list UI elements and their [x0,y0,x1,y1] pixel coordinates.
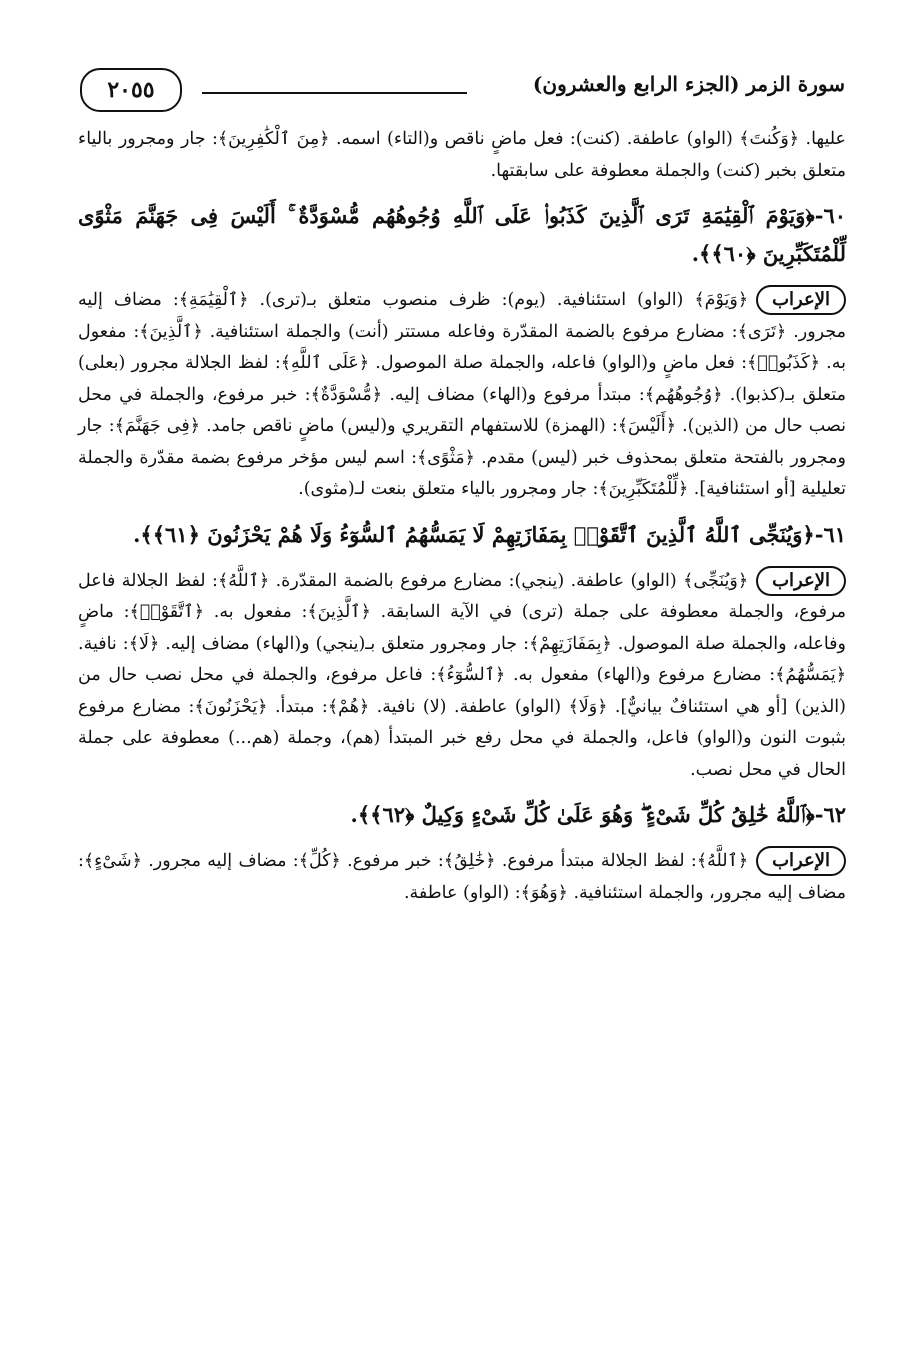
irab-label: الإعراب [756,285,846,315]
irab-text: ﴿ٱللَّهُ﴾: لفظ الجلالة مبتدأ مرفوع. ﴿خَٰلِقُ﴾: خبر مرفوع. ﴿كُلِّ﴾: مضاف إليه مجرور. ﴿شَىْءٍ﴾: مضاف إليه مجرور، والجملة استئنافية. ﴿وَهُوَ﴾: (الواو) عاطفة. [78,851,846,903]
header-rule [202,92,467,94]
irab-paragraph [78,846,846,909]
irab-label: الإعراب [756,846,846,876]
quran-verse: ٦٢-﴿ٱللَّهُ خَٰلِقُ كُلِّ شَىْءٍ ۖ وَهُوَ عَلَىٰ كُلِّ شَىْءٍ وَكِيلٌ ﴿٦٢﴾﴾. [350,802,846,827]
page-body [78,124,846,909]
page-number: ٢٠٥٥ [80,68,182,112]
quran-verse: ٦١-﴿وَيُنَجِّى ٱللَّهُ ٱلَّذِينَ ٱتَّقَوْا۟ بِمَفَازَتِهِمْ لَا يَمَسُّهُمُ ٱلسُّوٓءُ وَلَا هُمْ يَحْزَنُونَ ﴿٦١﴾﴾. [133,521,846,547]
irab-text: ﴿وَيُنَجِّى﴾ (الواو) عاطفة. (ينجي): مضارع مرفوع بالضمة المقدّرة. ﴿ٱللَّهُ﴾: لفظ الجلالة فاعل مرفوع، والجملة معطوفة على جملة (ترى) في الآية السابقة. ﴿ٱلَّذِينَ﴾: مفعول به. ﴿ٱتَّقَوْا۟﴾: ماضٍ وفاعله، والجملة صلة الموصول. ﴿بِمَفَازَتِهِمْ﴾: جار ومجرور متعلق بـ(ينجي) و(الهاء) مضاف إليه. ﴿لَا﴾: نافية. ﴿يَمَسُّهُمُ﴾: مضارع مرفوع و(الهاء) مفعول به. ﴿ٱلسُّوٓءُ﴾: فاعل مرفوع، والجملة في محل نصب حال من (الذين) [أو هي استئنافٌ بيانيٌّ]. ﴿وَلَا﴾ (الواو) عاطفة. (لا) نافية. ﴿هُمْ﴾: مبتدأ. ﴿يَحْزَنُونَ﴾: مضارع مرفوع بثبوت النون و(الواو) فاعل، والجملة في محل رفع خبر المبتدأ (هم)، وجملة (هم...) معطوفة على جملة الحال في محل نصب. [78,570,846,780]
irab-text: ﴿وَيَوْمَ﴾ (الواو) استئنافية. (يوم): ظرف منصوب متعلق بـ(ترى). ﴿ٱلْقِيَٰمَةِ﴾: مضاف إليه مجرور. ﴿تَرَى﴾: مضارع مرفوع بالضمة المقدّرة وفاعله مستتر (أنت) والجملة استئنافية. ﴿ٱلَّذِينَ﴾: مفعول به. ﴿كَذَبُوا۟﴾: فعل ماضٍ و(الواو) فاعله، والجملة صلة الموصول. ﴿عَلَى ٱللَّهِ﴾: لفظ الجلالة مجرور (بعلى) متعلق بـ(كذبوا). ﴿وُجُوهُهُم﴾: مبتدأ مرفوع و(الهاء) مضاف إليه. ﴿مُّسْوَدَّةٌ﴾: خبر مرفوع، والجملة في محل نصب حال من (الذين). ﴿أَلَيْسَ﴾: (الهمزة) للاستفهام التقريري و(ليس) ماضٍ ناقص جامد. ﴿فِى جَهَنَّمَ﴾: جار ومجرور بالفتحة متعلق بمحذوف خبر (ليس) مقدم. ﴿مَثْوًى﴾: اسم ليس مؤخر مرفوع بضمة مقدّرة والجملة تعليلية [أو استئنافية]. ﴿لِّلْمُتَكَبِّرِينَ﴾: جار ومجرور بالياء متعلق بنعت لـ(مثوى). [78,290,846,499]
irab-label: الإعراب [756,566,846,596]
irab-paragraph [78,285,846,506]
quran-verse: ٦٠-﴿وَيَوْمَ ٱلْقِيَٰمَةِ تَرَى ٱلَّذِينَ كَذَبُوا۟ عَلَى ٱللَّهِ وُجُوهُهُم مُّسْوَدَّةٌ ۚ أَلَيْسَ فِى جَهَنَّمَ مَثْوًى لِّلْمُتَكَبِّرِينَ ﴿٦٠﴾﴾. [78,203,846,266]
running-title: سورة الزمر (الجزء الرابع والعشرون) [532,72,845,96]
text-paragraph: عليها. ﴿وَكُنتَ﴾ (الواو) عاطفة. (كنت): فعل ماضٍ ناقص و(التاء) اسمه. ﴿مِنَ ٱلْكَٰفِرِينَ﴾: جار ومجرور بالياء متعلق بخبر (كنت) والجملة معطوفة على سابقتها. [78,129,846,181]
page-header [80,68,845,112]
irab-paragraph [78,566,846,787]
